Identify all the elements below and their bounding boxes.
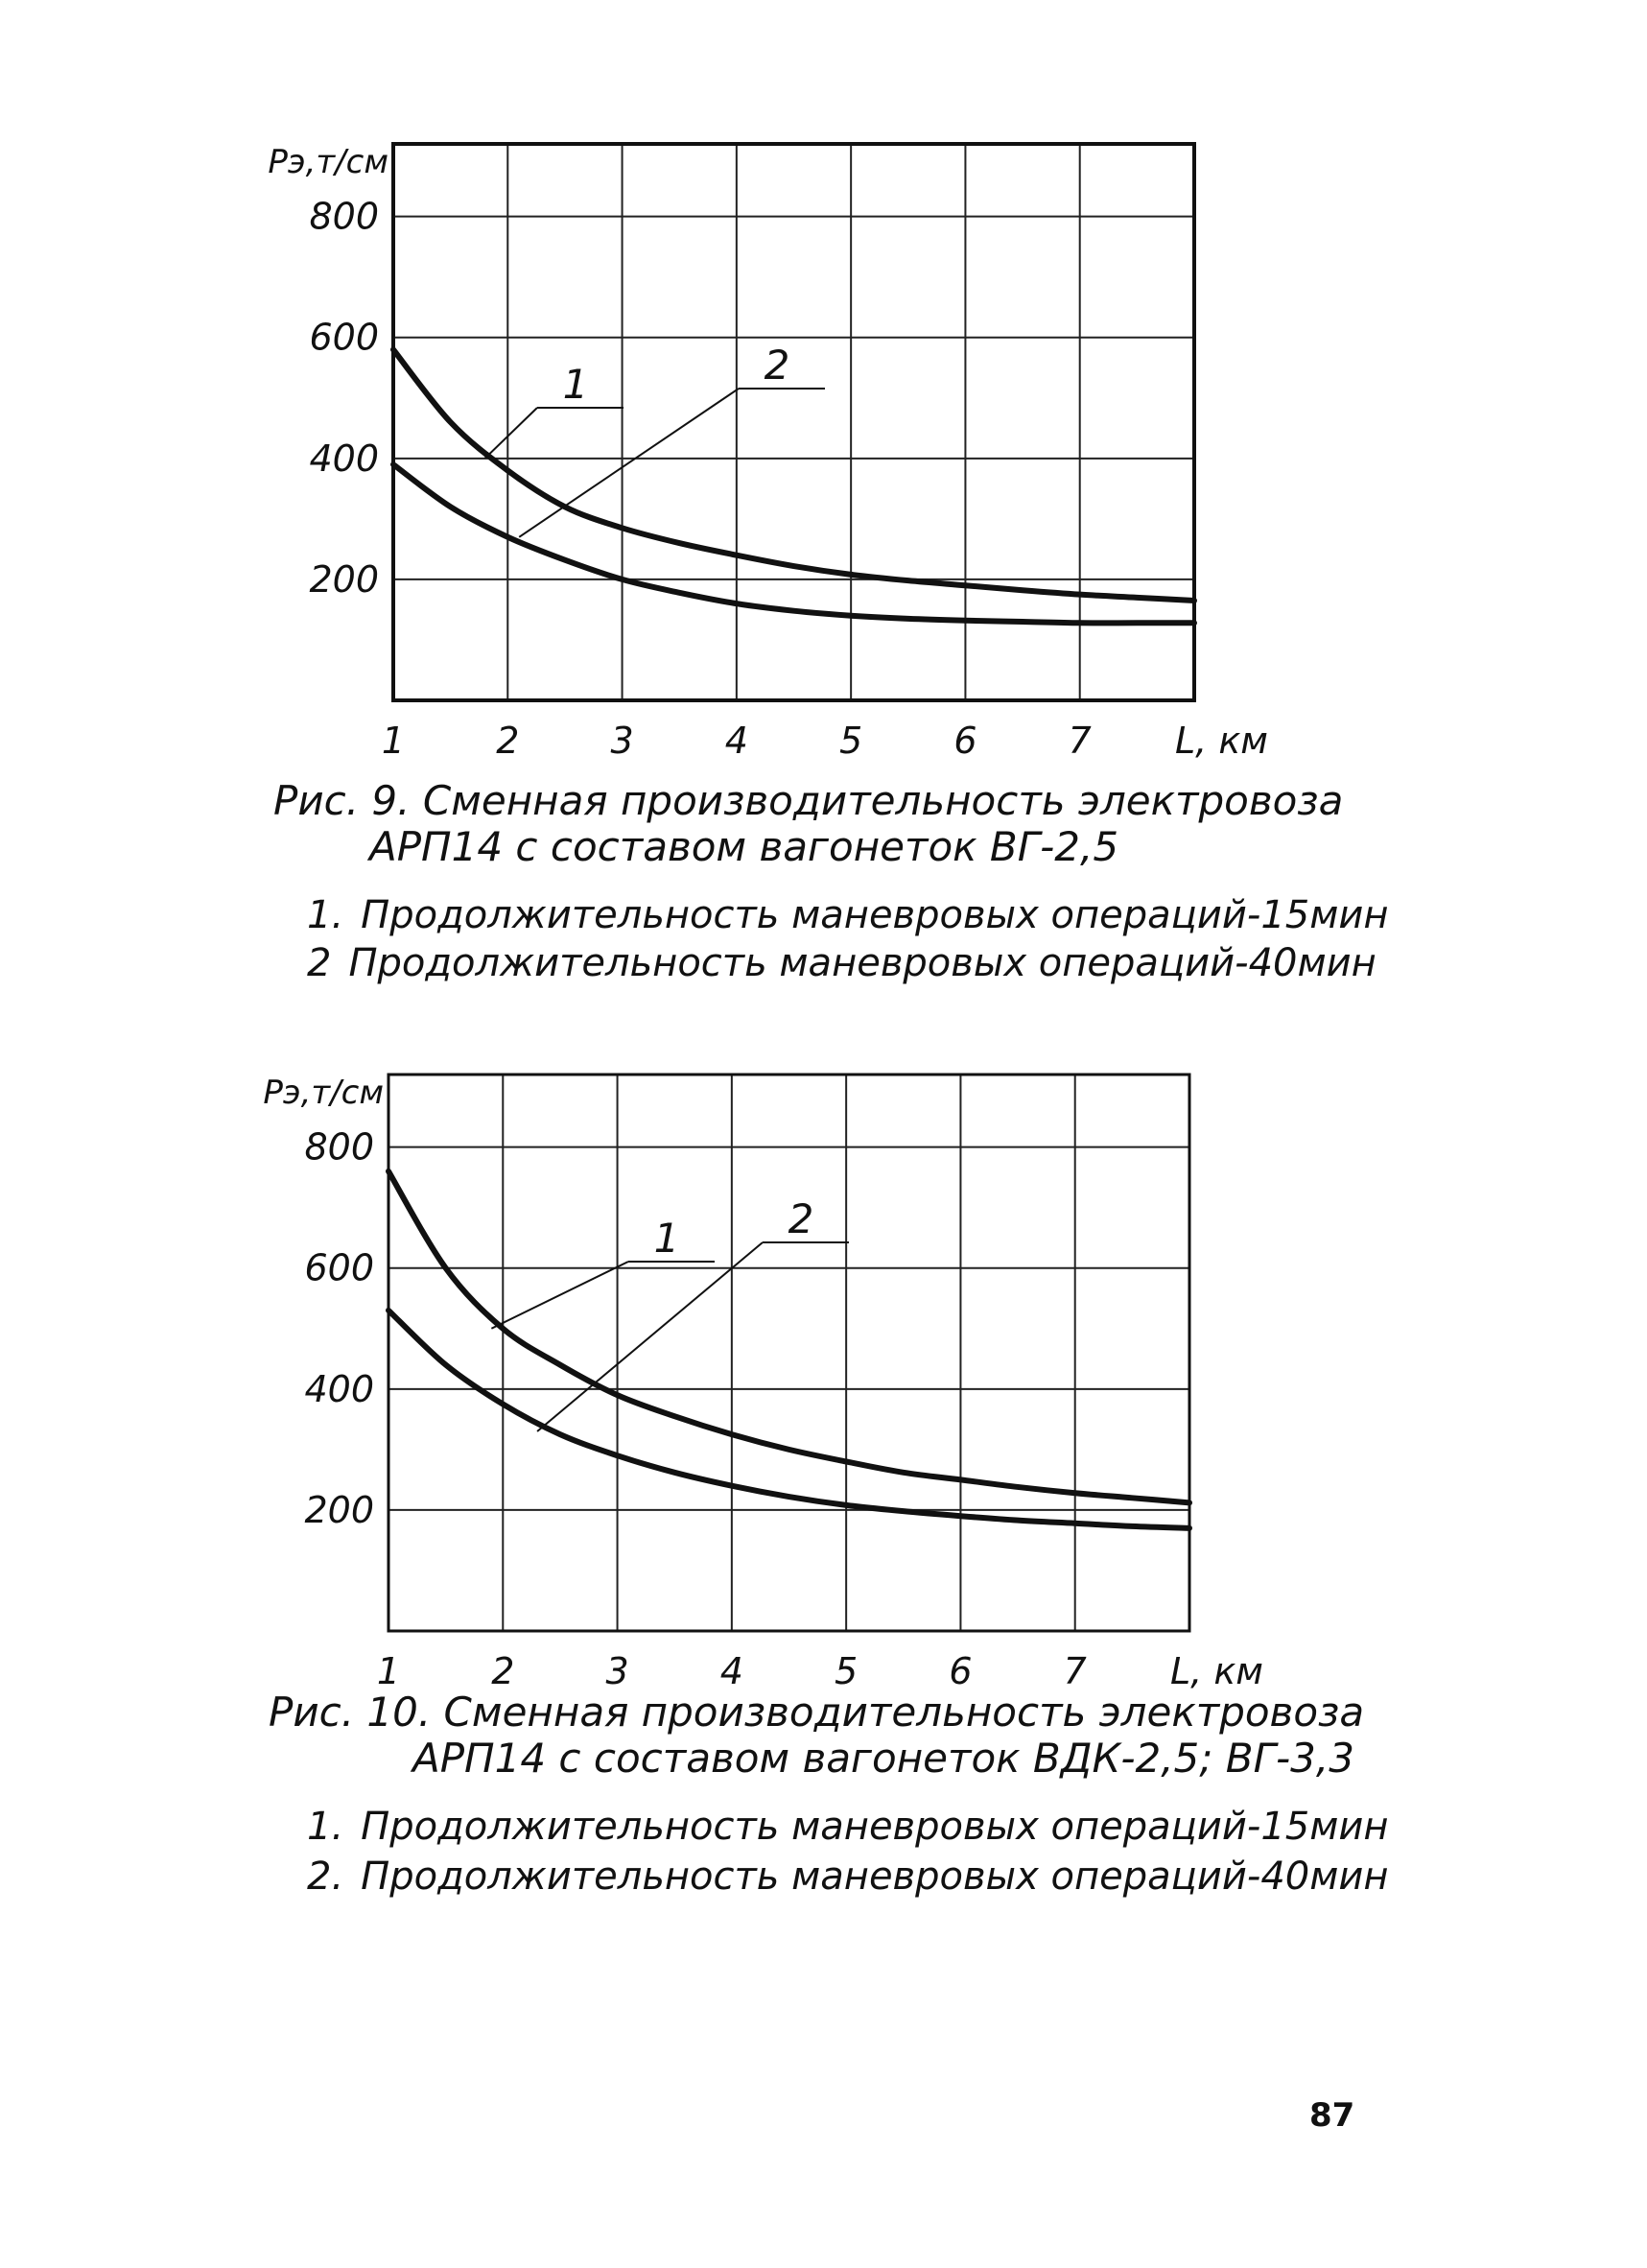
leader-line-1 [484,408,537,459]
series-line-2 [393,464,1194,623]
curve-label-1: 1 [653,1215,680,1262]
legend-9-item-1-text: Продолжительность маневровых операций-15мин [361,893,1389,937]
x-tick-label: 7 [1068,720,1092,762]
chart-9 [0,115,1647,762]
caption-9-line1: Рис. 9. Сменная производительность электровоза [273,777,1344,824]
x-tick-label: 7 [1063,1650,1087,1692]
y-tick-label: 600 [304,1246,374,1289]
legend-10-item-1-text: Продолжительность маневровых операций-15мин [361,1805,1389,1849]
chart-10 [0,1036,1647,1692]
leader-line-2 [519,389,739,537]
grid [388,1075,1189,1631]
plot-frame [393,144,1194,700]
y-axis-label: Рэ,т/см [268,143,388,181]
x-tick-label: 5 [839,720,863,762]
legend-9-item-2-num: 2 [307,941,332,985]
x-tick-label: 4 [724,720,748,762]
leader-line-2 [537,1242,763,1431]
legend-9-item-1 [307,892,1389,938]
leader-line-1 [491,1262,628,1329]
x-tick-label: 2 [491,1650,515,1692]
x-tick-label: 2 [496,720,520,762]
caption-9-line2: АРП14 с составом вагонеток ВГ-2,5 [369,823,1119,870]
legend-9-item-1-num: 1. [307,893,344,937]
legend-10-item-1-num: 1. [307,1805,344,1849]
series-line-2 [388,1311,1189,1528]
x-tick-label: 4 [719,1650,743,1692]
caption-10-line2: АРП14 с составом вагонеток ВДК-2,5; ВГ-3,3 [412,1735,1354,1782]
series-line-1 [393,349,1194,601]
legend-10-item-2 [307,1854,1389,1900]
y-tick-label: 800 [309,195,379,238]
y-tick-label: 600 [309,316,379,359]
grid [393,144,1194,700]
legend-9-item-2 [307,940,1376,986]
legend-10-item-2-text: Продолжительность маневровых операций-40мин [361,1855,1389,1899]
y-tick-label: 800 [304,1125,374,1169]
page-number: 87 [1309,2096,1355,2135]
y-tick-label: 400 [304,1367,374,1410]
curve-label-2: 2 [788,1195,814,1242]
x-tick-label: 3 [605,1650,629,1692]
x-tick-label: 1 [376,1650,401,1692]
y-tick-label: 200 [309,557,379,601]
x-axis-label: L, км [1170,1650,1263,1692]
x-tick-label: 5 [835,1650,859,1692]
plot-frame [388,1075,1189,1631]
x-tick-label: 6 [953,720,977,762]
curve-label-1: 1 [562,361,589,408]
x-axis-label: L, км [1175,720,1268,762]
y-tick-label: 200 [304,1488,374,1531]
x-tick-label: 6 [949,1650,973,1692]
figure-9 [0,115,1647,998]
legend-9-item-2-text: Продолжительность маневровых операций-40мин [348,941,1376,985]
figure-10 [0,1036,1647,1919]
y-axis-label: Рэ,т/см [263,1074,384,1112]
y-tick-label: 400 [309,437,379,480]
x-tick-label: 3 [610,720,634,762]
curve-label-2: 2 [764,342,790,389]
caption-10-line1: Рис. 10. Сменная производительность электровоза [269,1689,1365,1736]
legend-10-item-1 [307,1804,1389,1850]
legend-10-item-2-num: 2. [307,1855,344,1899]
x-tick-label: 1 [381,720,406,762]
